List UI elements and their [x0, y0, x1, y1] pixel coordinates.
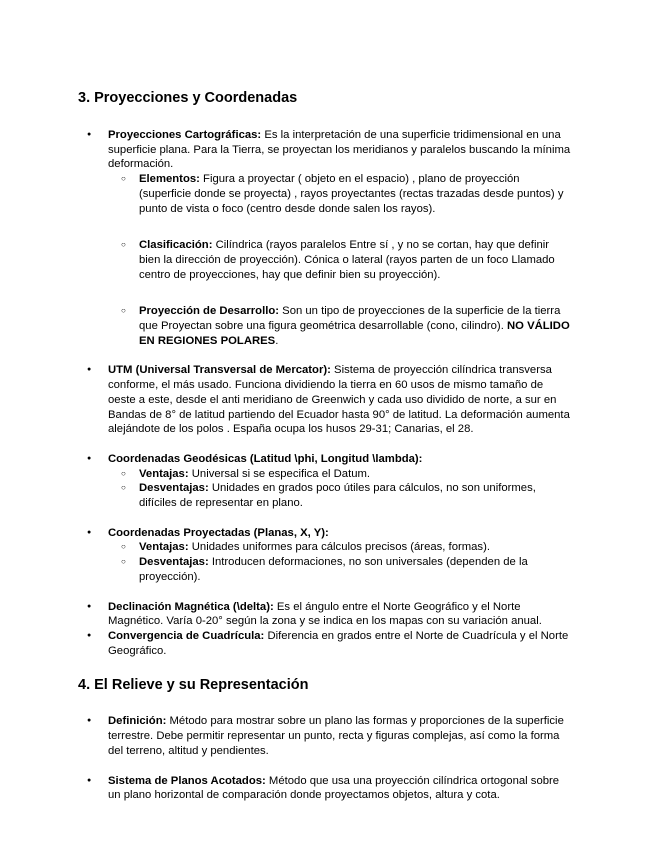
sub-item-desarrollo [108, 304, 573, 348]
emphasis-no-valido: NO VÁLIDO EN REGIONES POLARES [139, 320, 570, 347]
list-item-proyecciones [78, 128, 573, 348]
list-item-geodesicas [78, 452, 573, 511]
term-proyectadas: Coordenadas Proyectadas (Planas, X, Y): [108, 526, 329, 539]
term-planos-acotados: Sistema de Planos Acotados: [108, 774, 266, 787]
sub-item-ventajas-geodesicas [108, 467, 573, 482]
text-clasificacion: Cilíndrica (rayos paralelos Entre sí , y no se cortan, hay que definir bien la dirección de proyección). Cónica o lateral (rayos parten de un foco Llamado centro de proyecciones, hay que definir bien su proyección). [139, 239, 555, 281]
term-ventajas: Ventajas: [139, 467, 189, 480]
list-item-utm [78, 363, 573, 437]
term-desventajas: Desventajas: [139, 482, 209, 495]
list-item-convergencia [78, 629, 573, 658]
sub-item-clasificacion [108, 238, 573, 282]
list-item-planos-acotados [78, 774, 573, 803]
list-item-declinacion [78, 600, 573, 629]
text-elementos: Figura a proyectar ( objeto en el espacio) , plano de proyección (superficie donde se proyecta) , rayos proyectantes (rectas trazadas desde puntos) y punto de vista o foco (centro desde donde salen los rayos). [139, 173, 564, 215]
text-desventajas: Unidades en grados poco útiles para cálculos, no son uniformes, difíciles de representar en plano. [139, 482, 536, 510]
sub-item-desventajas-geodesicas [108, 481, 573, 510]
term-definicion: Definición: [108, 715, 167, 728]
text-proyecciones: Es la interpretación de una superficie tridimensional en una superficie plana. Para la Tierra, se proyectan los meridianos y paralelos buscando la mínima deformación. [108, 129, 571, 171]
proyecciones-sublist [108, 172, 573, 348]
text-ventajas: Unidades uniformes para cálculos precisos (áreas, formas). [188, 541, 490, 554]
term-desventajas: Desventajas: [139, 556, 209, 569]
term-desarrollo: Proyección de Desarrollo: [139, 305, 280, 318]
sub-item-elementos [108, 172, 573, 216]
term-utm: UTM (Universal Transversal de Mercator): [108, 364, 331, 377]
section-4-list [78, 714, 573, 803]
text-desventajas: Introducen deformaciones, no son universales (dependen de la proyección). [139, 556, 528, 583]
term-clasificacion: Clasificación: [139, 239, 213, 252]
geodesicas-sublist [108, 467, 573, 511]
term-ventajas: Ventajas: [139, 541, 189, 554]
term-convergencia: Convergencia de Cuadrícula: [108, 629, 265, 642]
text-planos-acotados: Método que usa una proyección cilíndrica ortogonal sobre un plano horizontal de comparación donde proyectamos objetos, altura y cota. [108, 774, 560, 802]
sub-item-ventajas-proyectadas [108, 540, 573, 555]
section-3-heading: 3. Proyecciones y Coordenadas [78, 90, 298, 106]
text-declinacion: Es el ángulo entre el Norte Geográfico y el Norte Magnético. Varía 0-20° según la zona y se indica en los mapas con su variación anual. [108, 600, 542, 628]
term-declinacion: Declinación Magnética (\delta): [108, 600, 274, 613]
list-item-proyectadas [78, 526, 573, 585]
proyectadas-sublist [108, 540, 573, 584]
list-item-definicion [78, 714, 573, 758]
term-proyecciones: Proyecciones Cartográficas: [108, 129, 262, 141]
text-desarrollo: Son un tipo de proyecciones de la superficie de la tierra que Proyectan sobre una figura geométrica desarrollable (cono, cilindro). [139, 305, 561, 333]
term-elementos: Elementos: [139, 173, 200, 186]
text-utm: Sistema de proyección cilíndrica transversa conforme, el más usado. Funciona dividiendo la tierra en 60 usos de mismo tamaño de oeste a este, desde el anti meridiano de Greenwich y cada uso dividido de norte, a sur en Bandas de 8° de latitud partiendo del Ecuador hasta 90° de latitud. La deformación aumenta alejándote de los polos . España ocupa los husos 29-31; Canarias, el 28. [108, 364, 570, 436]
term-geodesicas: Coordenadas Geodésicas (Latitud \phi, Longitud \lambda): [108, 452, 423, 465]
text-ventajas: Universal si se especifica el Datum. [188, 467, 371, 480]
sub-item-desventajas-proyectadas [108, 555, 573, 584]
text-desarrollo-tail: . [275, 334, 279, 347]
text-convergencia: Diferencia en grados entre el Norte de Cuadrícula y el Norte Geográfico. [108, 629, 569, 657]
section-3-list [78, 128, 573, 658]
section-4-heading: 4. El Relieve y su Representación [78, 677, 309, 694]
text-definicion: Método para mostrar sobre un plano las formas y proporciones de la superficie terrestre. Debe permitir representar un punto, recta y figuras complejas, así como la forma del terreno, altitud y pendientes. [108, 715, 564, 757]
